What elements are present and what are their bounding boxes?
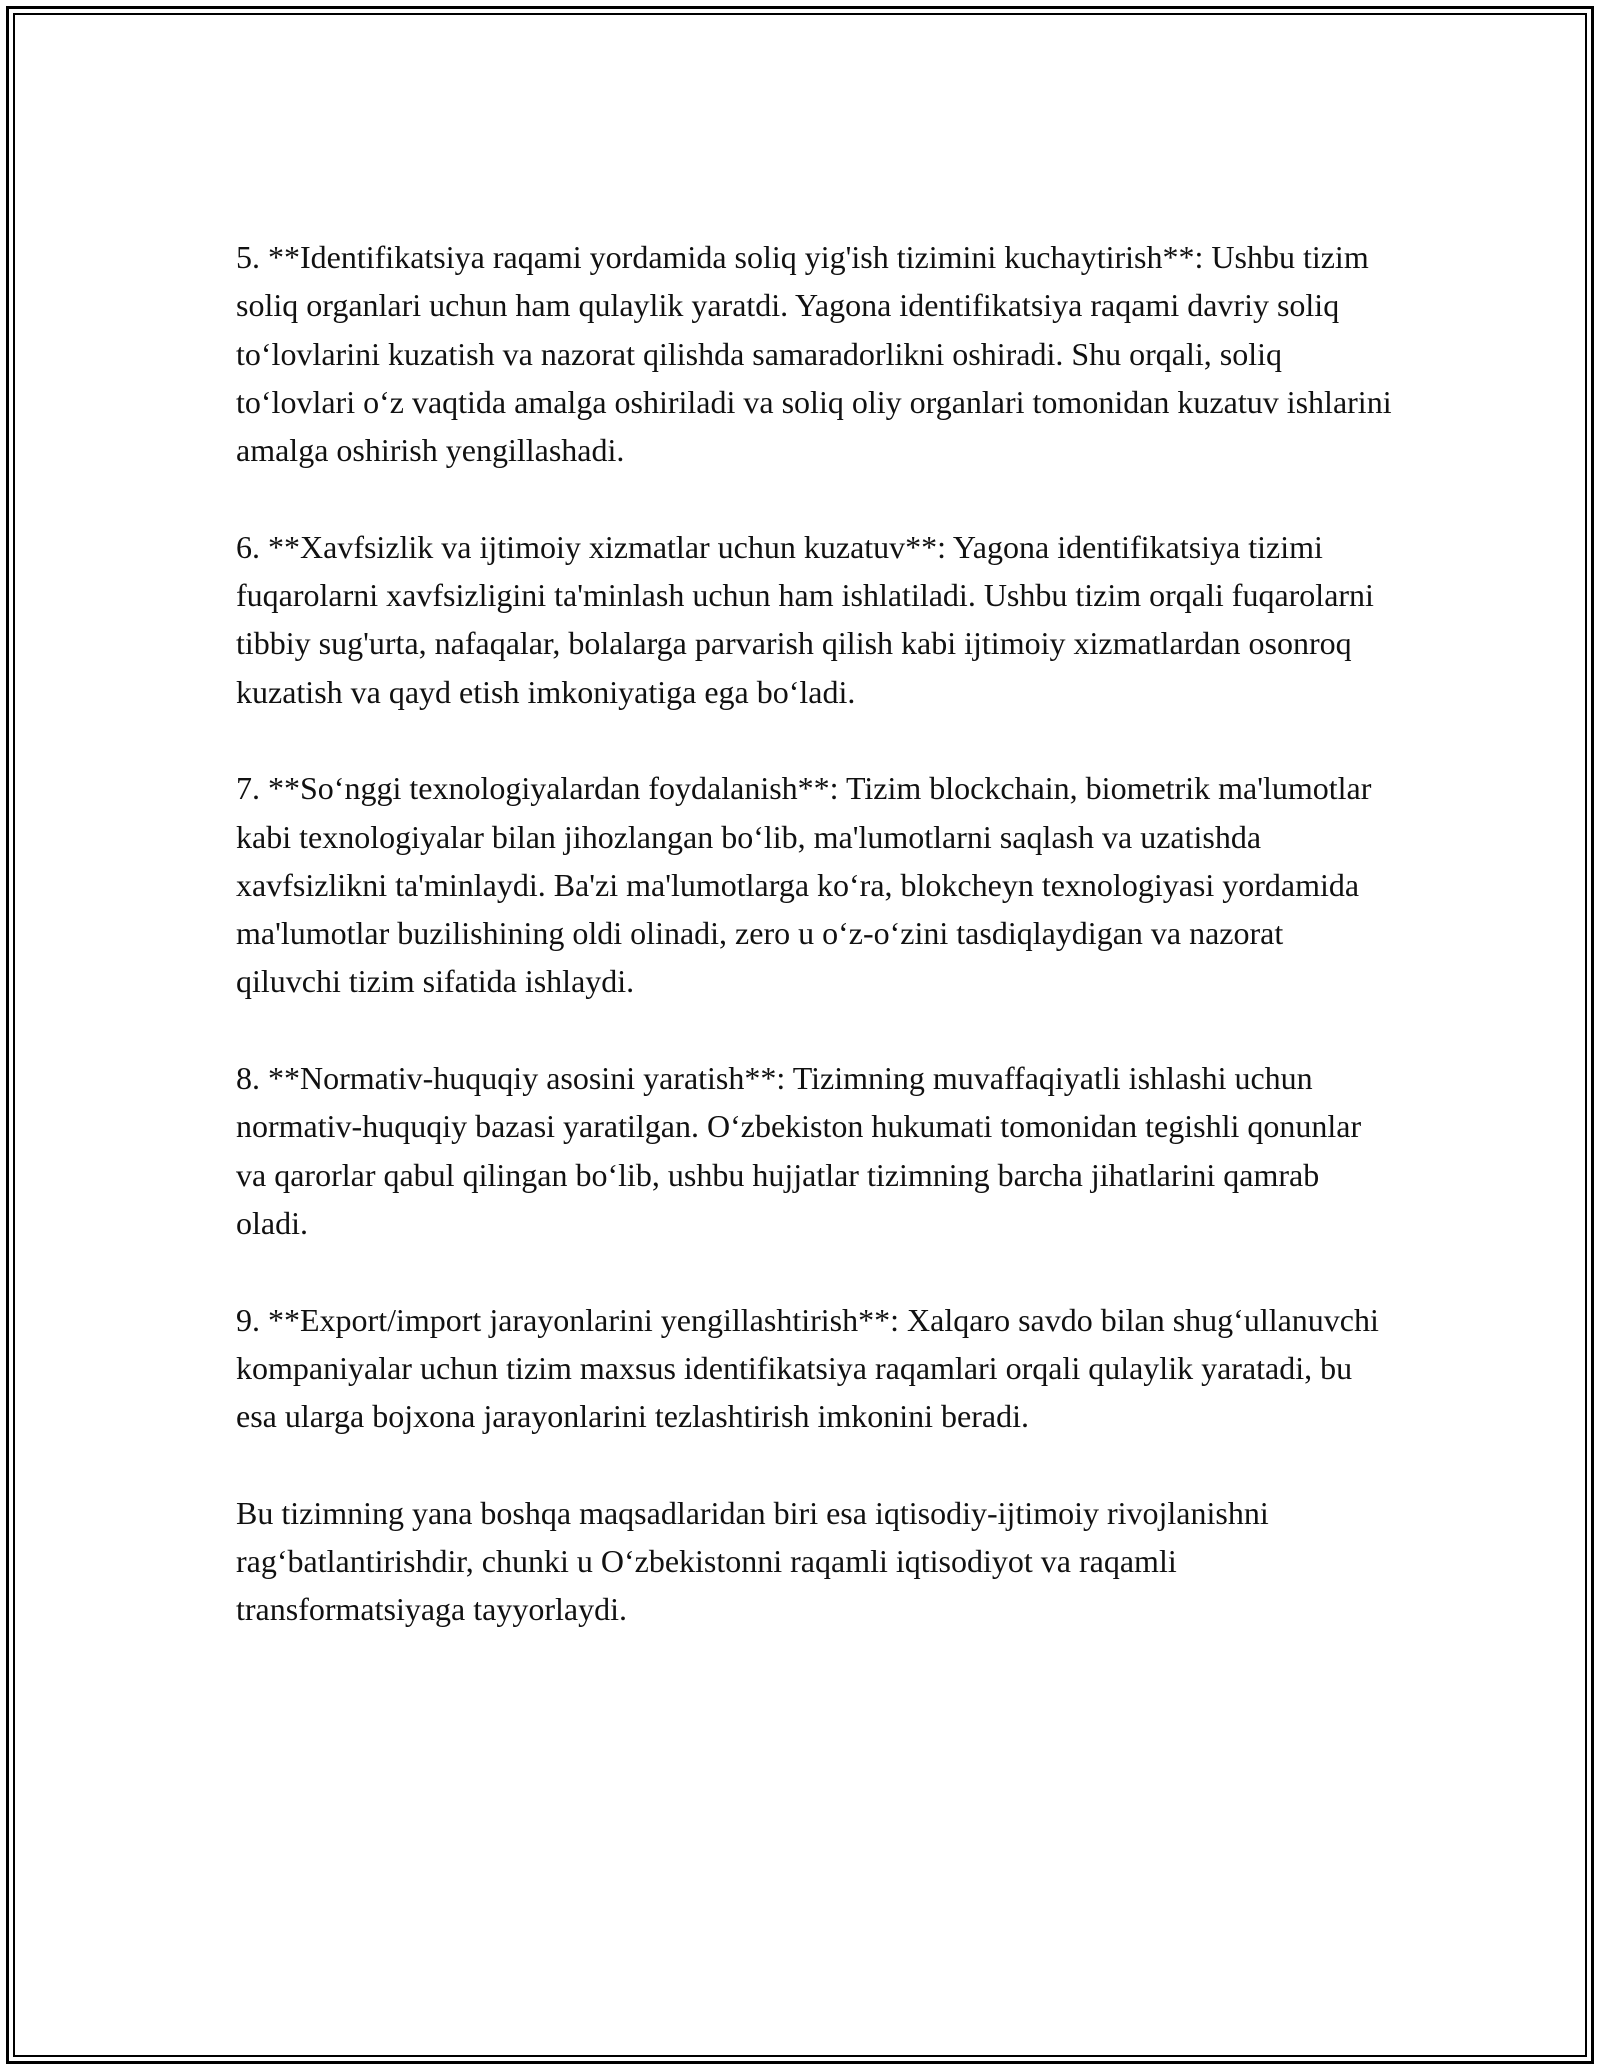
paragraph-item-8: 8. **Normativ-huquqiy asosini yaratish**: Tizimning muvaffaqiyatli ishlashi uchun normativ-huquqiy bazasi yaratilgan. O‘zbekiston hukumati tomonidan tegishli qonunlar va qarorlar qabul qilingan bo‘lib, ushbu hujjatlar tizimning barcha jihatlarini qamrab oladi. (236, 1060, 1362, 1241)
paragraph-item-6: 6. **Xavfsizlik va ijtimoiy xizmatlar uchun kuzatuv**: Yagona identifikatsiya tizimi fuqarolarni xavfsizligini ta'minlash uchun ham ishlatiladi. Ushbu tizim orqali fuqarolarni tibbiy sug'urta, nafaqalar, bolalarga parvarish qilish kabi ijtimoiy xizmatlardan osonroq kuzatish va qayd etish imkoniyatiga ega bo‘ladi. (236, 528, 1374, 710)
paragraph-item-5: 5. **Identifikatsiya raqami yordamida soliq yig'ish tizimini kuchaytirish**: Ushbu tizim soliq organlari uchun ham qulaylik yaratdi. Yagona identifikatsiya raqami davriy soliq to‘lovlarini kuzatish va nazorat qilishda samaradorlikni oshiradi. Shu orqali, soliq to‘lovlari o‘z vaqtida amalga oshiriladi va soliq oliy organlari tomonidan kuzatuv ishlarini amalga oshirish yengillashadi. (236, 239, 1392, 469)
paragraph-item-7: 7. **So‘nggi texnologiyalardan foydalanish**: Tizim blockchain, biometrik ma'lumotlar kabi texnologiyalar bilan jihozlangan bo‘lib, ma'lumotlarni saqlash va uzatishda xavfsizlikni ta'minlaydi. Ba'zi ma'lumotlarga ko‘ra, blokcheyn texnologiyasi yordamida ma'lumotlar buzilishining oldi olinadi, zero u o‘z-o‘zini tasdiqlaydigan va nazorat qiluvchi tizim sifatida ishlaydi. (236, 770, 1372, 1000)
paragraph-conclusion: Bu tizimning yana boshqa maqsadlaridan biri esa iqtisodiy-ijtimoiy rivojlanishni rag‘batlantirishdir, chunki u O‘zbekistonni raqamli iqtisodiyot va raqamli transformatsiyaga tayyorlaydi. (236, 1494, 1269, 1628)
paragraph-item-9: 9. **Export/import jarayonlarini yengillashtirish**: Xalqaro savdo bilan shug‘ullanuvchi kompaniyalar uchun tizim maxsus identifikatsiya raqamlari orqali qulaylik yaratadi, bu esa ularga bojxona jarayonlarini tezlashtirish imkonini beradi. (236, 1301, 1379, 1435)
document-body (236, 233, 1396, 1682)
